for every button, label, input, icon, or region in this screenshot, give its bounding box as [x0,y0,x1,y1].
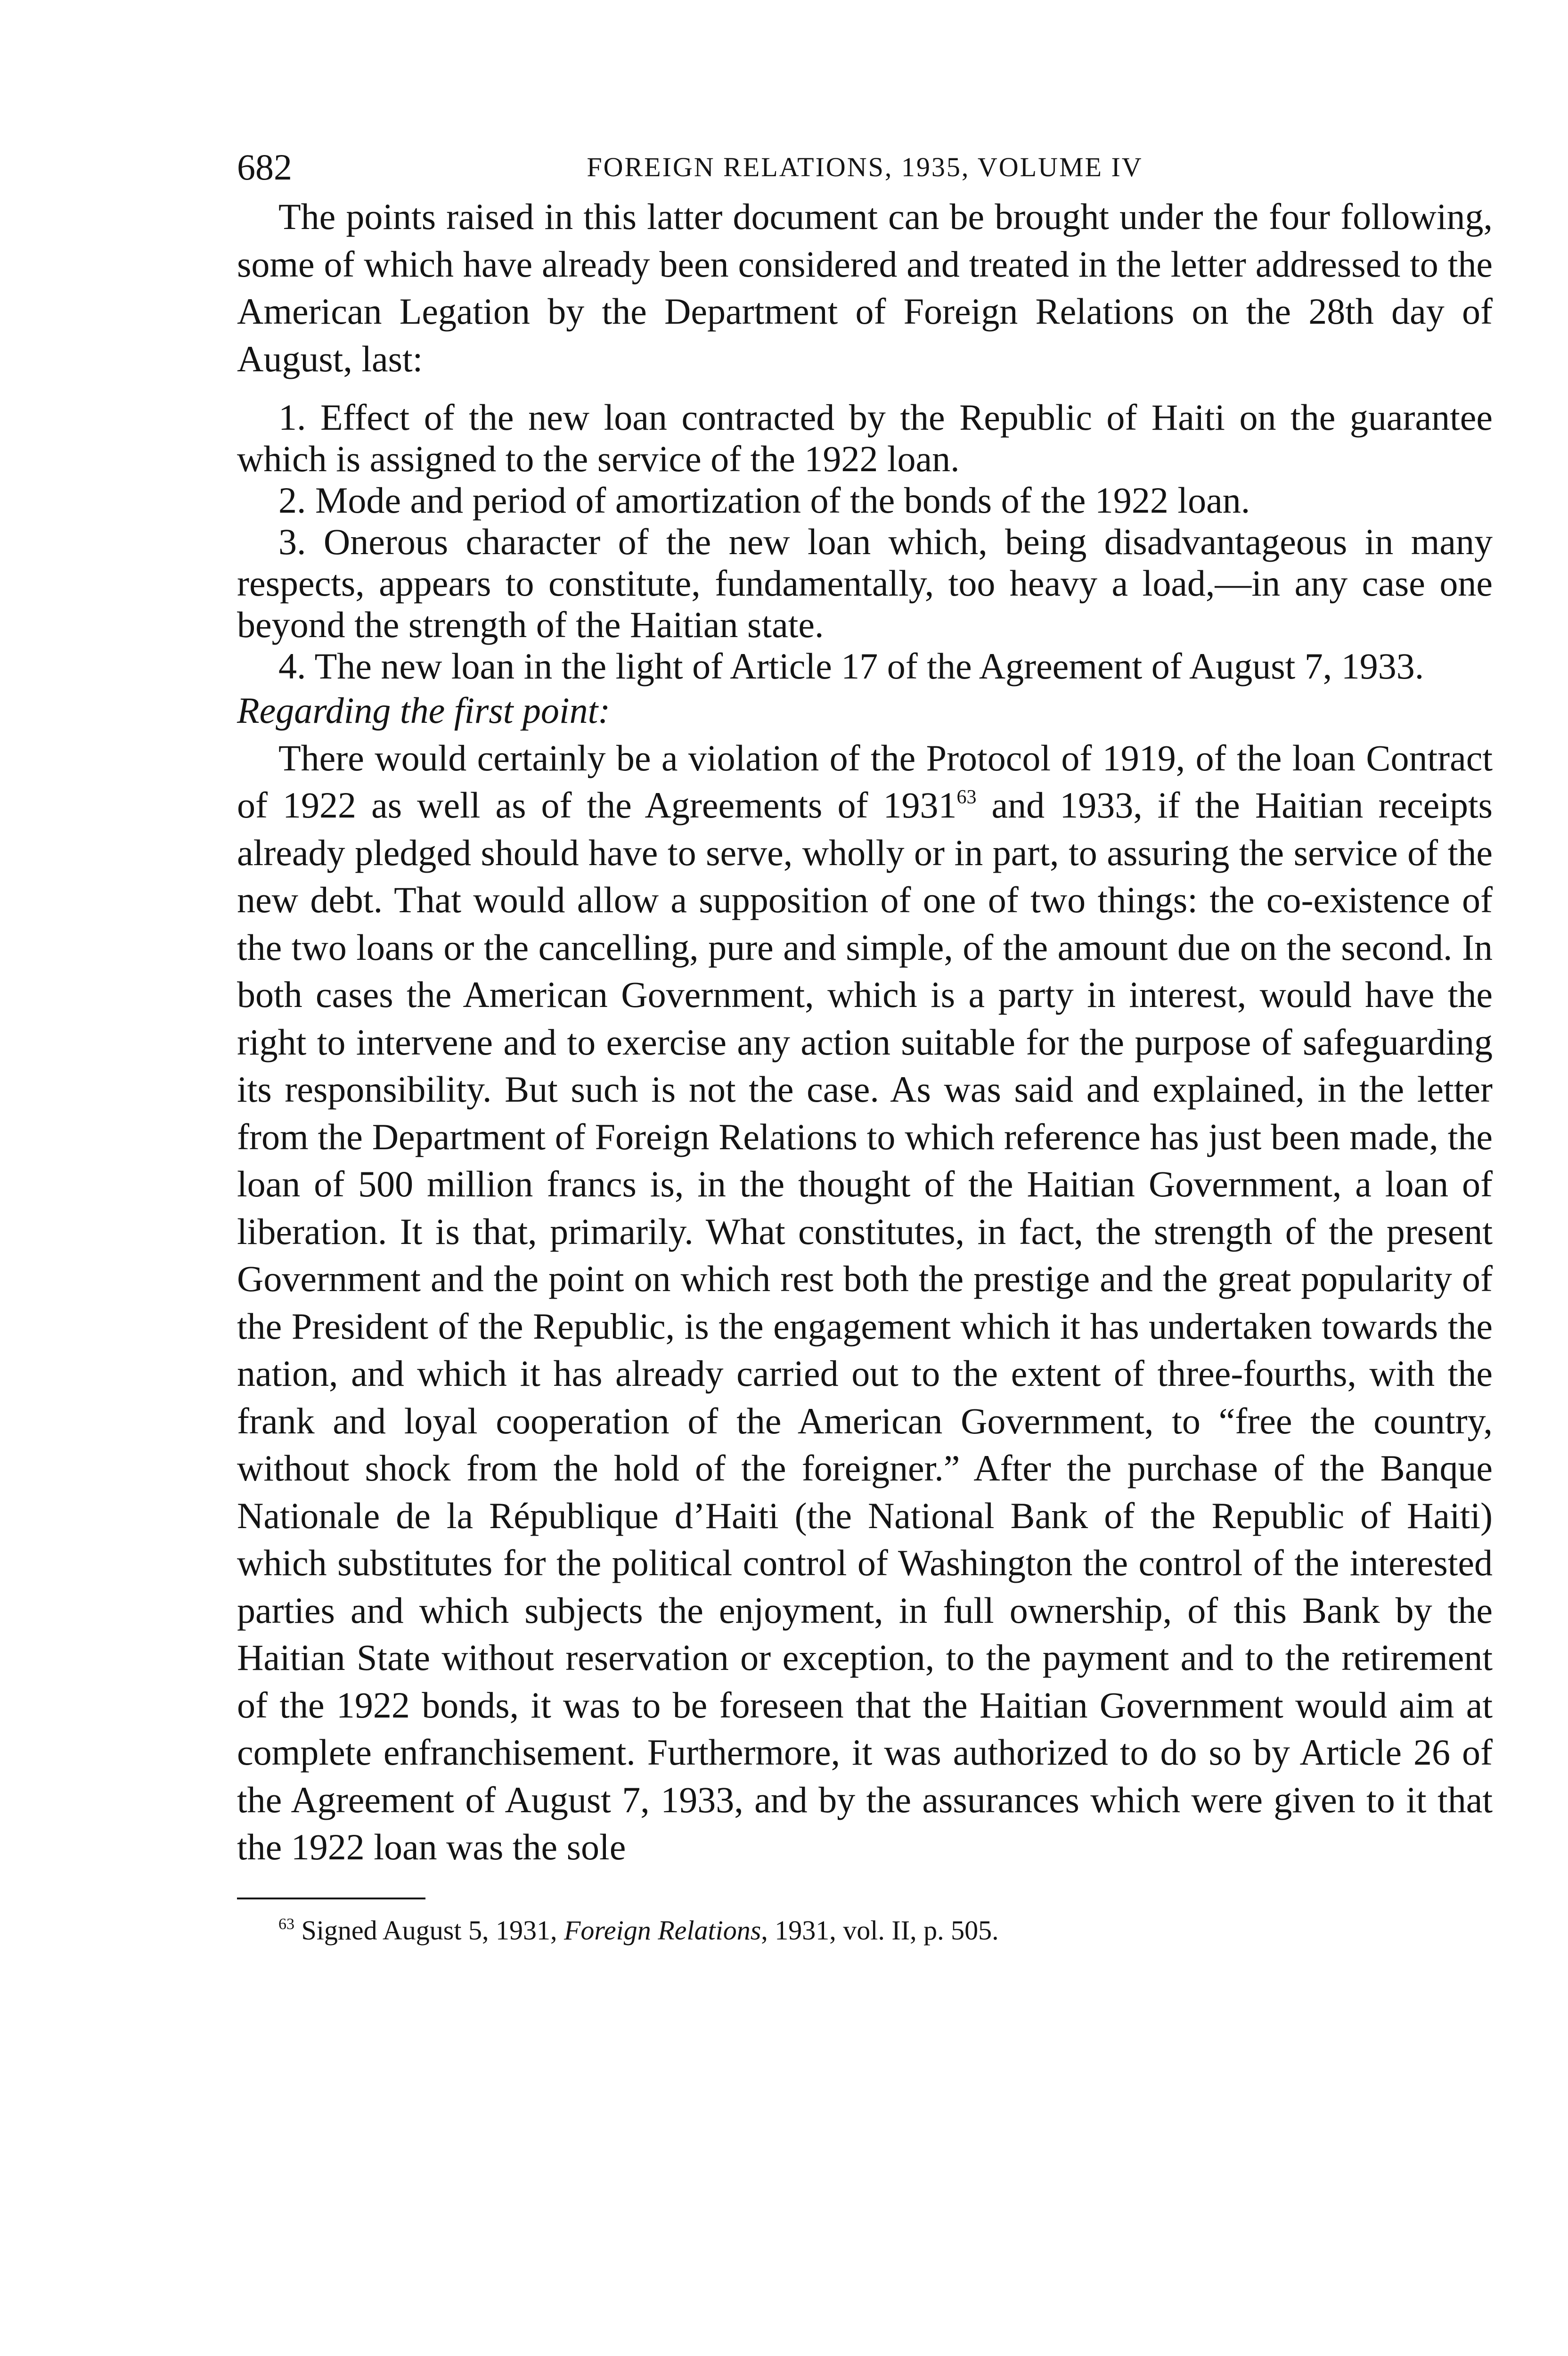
footnote-text-before: Signed August 5, 1931, [294,1914,564,1946]
page-header [237,141,1493,193]
list-item: 4. The new loan in the light of Article 17 of the Agreement of August 7, 1933. [278,646,1424,687]
footnote-divider [237,1898,425,1899]
footnote-publication-title: Foreign Relations [564,1914,761,1946]
list-item: 1. Effect of the new loan contracted by the Republic of Haiti on the guarantee which is assigned to the service of the 1922 loan. [237,397,1493,479]
footnote-reference: 63 [956,786,977,808]
footnote-page: , p. 505. [910,1914,999,1946]
intro-paragraph: The points raised in this latter document can be brought under the four following, some of which have already been considered and treated in the letter addressed to the American Legation by the Department of Foreign Relations on the 28th day of August, last: [237,196,1493,379]
section-heading: Regarding the first point: [237,690,611,731]
main-paragraph [237,735,1493,1871]
footnote-marker: 63 [278,1915,294,1933]
body-text [237,193,1493,1871]
running-head: FOREIGN RELATIONS, 1935, VOLUME IV [587,152,1143,182]
list-item: 2. Mode and period of amortization of the bonds of the 1922 loan. [278,480,1250,521]
page-number: 682 [237,147,292,188]
footnote-text-after: , 1931, vol. [761,1914,892,1946]
points-list [237,397,1493,687]
page-content [237,141,1493,1949]
footnote [237,1912,1493,1949]
main-paragraph-part1: There would certainly be a violation of the Protocol of 1919, of the loan Contract of 1922 as well as of the Agreements of 1931 [237,737,1493,826]
list-item: 3. Onerous character of the new loan which, being disadvantageous in many respects, appears to constitute, fundamentally, too heavy a load,—in any case one beyond the strength of the Haitian state. [237,521,1493,645]
footnote-volume: II [891,1914,910,1946]
main-paragraph-part2: and 1933, if the Haitian receipts already pledged should have to serve, wholly or in part, to assuring the service of the new debt. That would allow a supposition of one of two things: the co-existence of the two loans or the cancelling, pure and simple, of the amount due on the second. In both cases the American Government, which is a party in interest, would have the right to intervene and to exercise any action suitable for the purpose of safeguarding its responsibility. But such is not the case. As was said and explained, in the letter from the Department of Foreign Relations to which reference has just been made, the loan of 500 million francs is, in the thought of the Haitian Government, a loan of liberation. It is that, primarily. What constitutes, in fact, the strength of the present Government and the point on which rest both the prestige and the great popularity of the President of the Republic, is the engagement which it has undertaken towards the nation, and which it has already carried out to the extent of three-fourths, with the frank and loyal cooperation of the American Government, to “free the country, without shock from the hold of the foreigner.” After the purchase of the Banque Nationale de la République d’Haiti (the National Bank of the Republic of Haiti) which substitutes for the political control of Washington the control of the interested parties and which subjects the enjoyment, in full ownership, of this Bank by the Haitian State without reservation or exception, to the payment and to the retirement of the 1922 bonds, it was to be foreseen that the Haitian Government would aim at complete enfranchisement. Furthermore, it was authorized to do so by Article 26 of the Agreement of August 7, 1933, and by the assurances which were given to it that the 1922 loan was the sole [237,785,1493,1867]
